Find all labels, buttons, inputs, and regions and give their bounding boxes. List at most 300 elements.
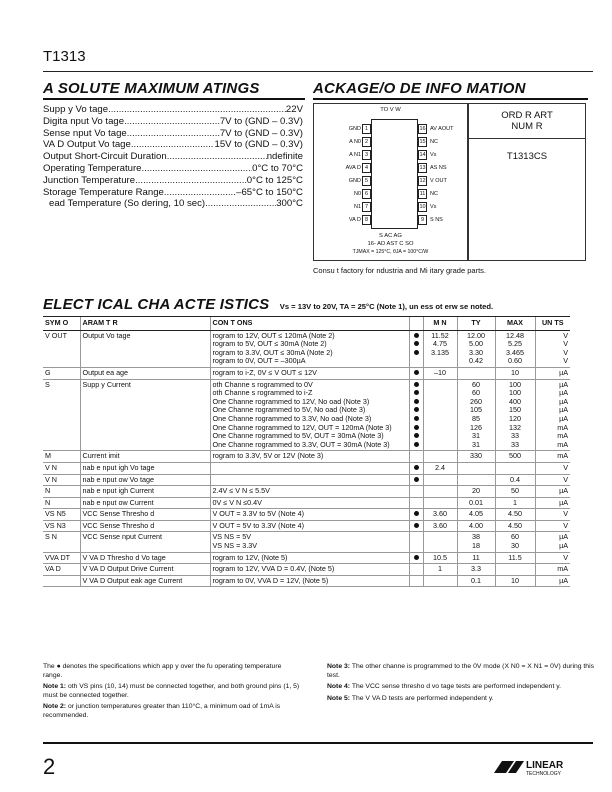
- unit-value: V: [563, 509, 568, 519]
- bullet-icon: [414, 382, 419, 387]
- symbol-text: VS N3: [45, 520, 66, 530]
- unit-cell: [535, 564, 570, 576]
- min-value: [426, 357, 455, 366]
- temp-range-marker: [412, 381, 421, 390]
- max-cell: [495, 552, 535, 564]
- marker-cell: [409, 474, 423, 486]
- min-value: [426, 381, 455, 390]
- package-label-2: 16- AD AST C SO: [367, 241, 414, 247]
- temp-range-marker: [412, 389, 421, 398]
- note-paragraph: [327, 663, 597, 680]
- parameter-text: V VA D Output eak age Current: [82, 575, 183, 585]
- note-paragraph: [43, 663, 301, 680]
- max-value: 30: [511, 541, 519, 551]
- unit-value: V: [563, 356, 568, 366]
- symbol-cell: [43, 379, 80, 451]
- max-value: 33: [511, 439, 519, 449]
- typ-cell: [457, 497, 495, 509]
- condition-cell: [210, 575, 409, 587]
- typ-cell: [457, 330, 495, 367]
- symbol-text: VS N5: [45, 509, 66, 519]
- temp-range-marker: [412, 415, 421, 424]
- max-cell: [495, 474, 535, 486]
- min-value: 11.52: [431, 330, 449, 340]
- notes-left: [43, 663, 301, 724]
- right-pin-name: AV AOUT: [430, 126, 454, 132]
- condition-cell: [210, 520, 409, 532]
- parameter-cell: [80, 330, 210, 367]
- left-pin-number: 8: [362, 215, 371, 225]
- table-header-cell: CON T ONS: [210, 317, 409, 331]
- order-title-2: NUM R: [511, 121, 543, 132]
- typ-value: [460, 476, 493, 485]
- note-text: The ● denotes the specifications which app y over the fu operating temperature range.: [43, 663, 282, 679]
- min-cell: [423, 330, 457, 367]
- unit-value: µA: [559, 575, 568, 585]
- typ-value: 5.00: [469, 339, 483, 349]
- condition-cell: [210, 486, 409, 498]
- marker-cell: [409, 462, 423, 474]
- abs-max-label: ead Temperature (So dering, 10 sec): [49, 198, 206, 210]
- order-title-1: ORD R ART: [501, 110, 553, 121]
- table-header-cell: SYM O: [43, 317, 80, 331]
- symbol-cell: [43, 564, 80, 576]
- condition-text: rogram to 12V, VVA D = 0.4V, (Note 5): [212, 564, 335, 574]
- unit-value: µA: [559, 396, 568, 406]
- temp-range-marker: [412, 533, 421, 542]
- abs-max-value: 300°C: [276, 198, 303, 210]
- marker-cell: [409, 379, 423, 451]
- typ-value: 0.01: [469, 497, 483, 507]
- table-header-cell: ARAM T R: [80, 317, 210, 331]
- typ-cell: [457, 462, 495, 474]
- table-row: [43, 552, 570, 564]
- max-cell: [495, 451, 535, 463]
- max-cell: [495, 575, 535, 587]
- max-cell: [495, 486, 535, 498]
- typ-value: [460, 464, 493, 473]
- table-header-row: [43, 317, 570, 331]
- right-pin-number: 12: [419, 178, 426, 184]
- typ-value: 20: [472, 486, 480, 496]
- abs-max-value: 15V to (GND – 0.3V): [214, 139, 303, 151]
- symbol-text: N: [45, 486, 51, 496]
- typ-cell: [457, 367, 495, 379]
- unit-value: µA: [559, 413, 568, 423]
- max-value: 50: [511, 486, 519, 496]
- typ-value: 330: [470, 451, 482, 461]
- parameter-text: Output ea age: [82, 367, 129, 377]
- right-pin-name: Vs: [430, 204, 437, 210]
- typ-cell: [457, 474, 495, 486]
- symbol-cell: [43, 486, 80, 498]
- typ-cell: [457, 451, 495, 463]
- condition-text: One Channe rogrammed to 5V, No oad (Note 3): [212, 405, 366, 415]
- right-pin-number: 11: [419, 191, 426, 197]
- note-text: The VCC sense thresho d vo tage tests are performed independent y.: [351, 683, 561, 691]
- typ-cell: [457, 379, 495, 451]
- max-cell: [495, 379, 535, 451]
- bullet-icon: [414, 333, 419, 338]
- parameter-cell: [80, 520, 210, 532]
- symbol-cell: [43, 520, 80, 532]
- parameter-text: VCC Sense nput Current: [82, 532, 163, 542]
- leader-dots: [141, 163, 252, 175]
- package-section-title: [313, 80, 588, 100]
- right-pin-number: 14: [419, 152, 426, 158]
- parameter-text: nab e nput ow Current: [82, 497, 154, 507]
- consult-note: Consu t factory for ndustria and Mi itary grade parts.: [313, 266, 486, 275]
- max-value: 10: [511, 575, 519, 585]
- min-cell: [423, 451, 457, 463]
- min-value: [426, 487, 455, 496]
- min-value: [426, 424, 455, 433]
- abs-max-row: [43, 128, 303, 140]
- min-value: [426, 389, 455, 398]
- symbol-text: G: [45, 367, 51, 377]
- max-value: 4.50: [508, 509, 522, 519]
- note-paragraph: [43, 703, 301, 720]
- typ-value: 260: [470, 396, 482, 406]
- unit-value: µA: [559, 379, 568, 389]
- unit-cell: [535, 552, 570, 564]
- table-row: [43, 575, 570, 587]
- typ-value: 4.05: [469, 509, 483, 519]
- parameter-cell: [80, 486, 210, 498]
- condition-cell: [210, 379, 409, 451]
- unit-value: µA: [559, 367, 568, 377]
- right-pin-name: NC: [430, 191, 438, 197]
- typ-cell: [457, 575, 495, 587]
- max-value: 0.60: [508, 356, 522, 366]
- typ-cell: [457, 552, 495, 564]
- condition-text: 2.4V ≤ V N ≤ 5.5V: [212, 486, 270, 496]
- leader-dots: [124, 116, 220, 128]
- table-row: [43, 520, 570, 532]
- unit-cell: [535, 379, 570, 451]
- min-cell: [423, 474, 457, 486]
- condition-text: rogram to 3.3V, OUT ≤ 30mA (Note 2): [212, 347, 333, 357]
- max-value: 500: [509, 451, 521, 461]
- condition-cell: [210, 532, 409, 552]
- table-header-cell: [409, 317, 423, 331]
- symbol-cell: [43, 367, 80, 379]
- unit-value: mA: [557, 422, 568, 432]
- parameter-text: V VA D Thresho d Vo tage: [82, 552, 166, 562]
- temp-range-marker: [412, 499, 421, 508]
- abs-max-list: [43, 104, 303, 210]
- bullet-icon: [414, 399, 419, 404]
- elec-title: ELECT ICAL CHA ACTE ISTICS: [43, 296, 270, 313]
- marker-cell: [409, 330, 423, 367]
- symbol-cell: [43, 532, 80, 552]
- max-value: 4.50: [508, 520, 522, 530]
- parameter-text: Output Vo tage: [82, 330, 131, 340]
- note-text: or junction temperatures greater than 110°C, a minimum oad of 1mA is recommended.: [43, 703, 281, 719]
- unit-cell: [535, 509, 570, 521]
- note-text: The V VA D tests are performed independent y.: [351, 694, 494, 702]
- leader-dots: [127, 128, 220, 140]
- bullet-icon: [414, 416, 419, 421]
- unit-value: µA: [559, 541, 568, 551]
- left-pin-name: A N1: [349, 152, 361, 158]
- typ-value: 0.42: [469, 356, 483, 366]
- abs-max-label: Operating Temperature: [43, 162, 142, 174]
- unit-value: V: [563, 474, 568, 484]
- marker-cell: [409, 520, 423, 532]
- min-cell: [423, 532, 457, 552]
- condition-cell: [210, 474, 409, 486]
- package-label-3: TJMAX = 125°C, θJA = 100°C/W: [352, 249, 429, 255]
- typ-cell: [457, 520, 495, 532]
- unit-cell: [535, 462, 570, 474]
- marker-cell: [409, 497, 423, 509]
- bullet-icon: [414, 511, 419, 516]
- condition-cell: [210, 367, 409, 379]
- unit-cell: [535, 451, 570, 463]
- left-pin-number: 3: [362, 150, 371, 160]
- bullet-icon: [414, 465, 419, 470]
- condition-text: VS NS = 3.3V: [212, 541, 258, 551]
- min-value: 3.60: [433, 509, 447, 519]
- bullet-icon: [414, 442, 419, 447]
- min-cell: [423, 462, 457, 474]
- abs-max-value: 7V to (GND – 0.3V): [219, 127, 303, 139]
- right-pin-name: AS NS: [430, 165, 447, 171]
- abs-max-value: –65°C to 150°C: [236, 186, 303, 198]
- bullet-icon: [414, 390, 419, 395]
- leader-dots: [167, 151, 267, 163]
- right-pin-number: 9: [418, 215, 427, 225]
- symbol-text: S N: [45, 532, 57, 542]
- parameter-cell: [80, 552, 210, 564]
- condition-text: One Channe rogrammed to 12V, No oad (Note 3): [212, 396, 370, 406]
- symbol-cell: [43, 575, 80, 587]
- temp-range-marker: [412, 464, 421, 473]
- abs-max-row: [43, 139, 303, 151]
- order-part-number: T1313CS: [469, 138, 585, 162]
- svg-text:TECHNOLOGY: TECHNOLOGY: [526, 771, 562, 777]
- elec-conditions: Vs = 13V to 20V, TA = 25°C (Note 1), un ess ot erw se noted.: [279, 302, 494, 311]
- min-cell: [423, 379, 457, 451]
- page-number: 2: [43, 754, 56, 779]
- bullet-icon: [414, 407, 419, 412]
- abs-max-value: 0°C to 125°C: [246, 174, 303, 186]
- marker-cell: [409, 552, 423, 564]
- abs-max-row: [43, 198, 303, 210]
- condition-text: V OUT = 3.3V to 5V (Note 4): [212, 509, 305, 519]
- unit-value: V: [563, 552, 568, 562]
- typ-cell: [457, 509, 495, 521]
- temp-range-marker: [412, 357, 421, 366]
- table-row: [43, 379, 570, 451]
- unit-cell: [535, 474, 570, 486]
- footer-rule: [43, 742, 593, 744]
- parameter-cell: [80, 509, 210, 521]
- table-header-cell: MAX: [495, 317, 535, 331]
- left-pin-number: 1: [362, 124, 371, 134]
- parameter-text: nab e nput igh Vo tage: [82, 462, 155, 472]
- right-pin-number: 10: [419, 204, 426, 210]
- temp-range-marker: [412, 332, 421, 341]
- typ-value: [460, 369, 493, 378]
- symbol-text: V OUT: [45, 330, 67, 340]
- abs-max-value: 0°C to 70°C: [252, 162, 303, 174]
- max-value: 5.25: [508, 339, 522, 349]
- unit-cell: [535, 367, 570, 379]
- parameter-cell: [80, 367, 210, 379]
- marker-cell: [409, 564, 423, 576]
- note-heading: Note 1:: [43, 683, 67, 691]
- symbol-text: VVA DT: [45, 552, 71, 562]
- leader-dots: [164, 187, 236, 199]
- unit-value: mA: [557, 564, 568, 574]
- left-pin-name: GND: [348, 126, 361, 132]
- right-pin-name: S NS: [430, 217, 443, 223]
- leader-dots: [205, 198, 276, 210]
- condition-cell: [210, 509, 409, 521]
- left-pin-name: VA D: [348, 217, 361, 223]
- parameter-text: Current imit: [82, 451, 120, 461]
- note-heading: Note 4:: [327, 683, 351, 691]
- temp-range-marker: [412, 340, 421, 349]
- abs-max-value: 22V: [285, 104, 303, 115]
- marker-cell: [409, 486, 423, 498]
- max-cell: [495, 497, 535, 509]
- left-pin-name: N0: [353, 191, 361, 197]
- min-cell: [423, 509, 457, 521]
- abs-max-label: Digita nput Vo tage: [43, 115, 125, 127]
- typ-value: 31: [472, 431, 480, 441]
- condition-cell: [210, 451, 409, 463]
- table-header-cell: TY: [457, 317, 495, 331]
- abs-max-row: [43, 104, 303, 116]
- max-cell: [495, 367, 535, 379]
- table-row: [43, 462, 570, 474]
- symbol-cell: [43, 451, 80, 463]
- typ-value: 11: [472, 552, 480, 562]
- abs-max-label: Storage Temperature Range: [43, 186, 164, 198]
- max-cell: [495, 520, 535, 532]
- right-pin-name: NC: [430, 139, 438, 145]
- max-cell: [495, 532, 535, 552]
- typ-value: 126: [470, 422, 482, 432]
- min-cell: [423, 367, 457, 379]
- marker-cell: [409, 532, 423, 552]
- abs-max-value: ndefinite: [266, 151, 303, 163]
- max-value: 33: [511, 431, 519, 441]
- unit-cell: [535, 486, 570, 498]
- abs-max-row: [43, 175, 303, 187]
- bullet-icon: [414, 370, 419, 375]
- right-pin-number: 13: [419, 165, 426, 171]
- abs-max-row: [43, 116, 303, 128]
- temp-range-marker: [412, 369, 421, 378]
- table-row: [43, 486, 570, 498]
- max-value: 1: [513, 497, 517, 507]
- parameter-cell: [80, 532, 210, 552]
- table-row: [43, 451, 570, 463]
- left-pin-name: GND: [348, 178, 361, 184]
- max-value: 400: [509, 396, 521, 406]
- unit-value: mA: [557, 451, 568, 461]
- min-value: 3.60: [433, 520, 447, 530]
- max-value: [498, 464, 533, 473]
- left-pin-name: N1: [353, 204, 361, 210]
- condition-text: rogram to 12V, (Note 5): [212, 552, 288, 562]
- left-pin-number: 7: [362, 202, 371, 212]
- table-row: [43, 532, 570, 552]
- elec-section-heading: [43, 296, 593, 314]
- table-row: [43, 564, 570, 576]
- note-text: The other channe is programmed to the 0V mode (X N0 = X N1 = 0V) during this test.: [327, 663, 594, 679]
- parameter-cell: [80, 474, 210, 486]
- leader-dots: [108, 104, 286, 116]
- min-value: [426, 499, 455, 508]
- parameter-text: V VA D Output Drive Current: [82, 564, 174, 574]
- typ-value: 31: [472, 439, 480, 449]
- leader-dots: [135, 175, 247, 187]
- max-value: 120: [509, 413, 521, 423]
- min-cell: [423, 486, 457, 498]
- unit-value: mA: [557, 439, 568, 449]
- symbol-text: V N: [45, 462, 57, 472]
- max-value: 60: [511, 532, 519, 542]
- parameter-text: nab e nput ow Vo tage: [82, 474, 155, 484]
- typ-cell: [457, 564, 495, 576]
- table-row: [43, 497, 570, 509]
- unit-value: µA: [559, 532, 568, 542]
- note-text: oth VS pins (10, 14) must be connected together, and both ground pins (1, 5) must be connected together.: [43, 683, 300, 699]
- max-cell: [495, 462, 535, 474]
- min-value: [426, 406, 455, 415]
- parameter-cell: [80, 451, 210, 463]
- symbol-text: N: [45, 497, 51, 507]
- marker-cell: [409, 367, 423, 379]
- right-pin-name: Vs: [430, 152, 437, 158]
- typ-value: 85: [472, 413, 480, 423]
- unit-value: V: [563, 462, 568, 472]
- max-value: 0.4: [510, 474, 520, 484]
- max-value: 12.48: [506, 330, 524, 340]
- min-value: 3.135: [431, 347, 449, 357]
- condition-cell: [210, 552, 409, 564]
- typ-value: 38: [472, 532, 480, 542]
- temp-range-marker: [412, 577, 421, 586]
- min-value: [426, 577, 455, 586]
- table-header-cell: UN TS: [535, 317, 570, 331]
- bullet-icon: [414, 341, 419, 346]
- min-value: 1: [438, 564, 442, 574]
- temp-range-marker: [412, 554, 421, 563]
- condition-text: rogram to 0V, VVA D = 12V, (Note 5): [212, 575, 329, 585]
- left-pin-number: 6: [362, 189, 371, 199]
- max-cell: [495, 330, 535, 367]
- max-cell: [495, 509, 535, 521]
- parameter-text: Supp y Current: [82, 379, 131, 389]
- package-title-text: ACKAGE/O DE INFO MATION: [313, 80, 526, 97]
- temp-range-marker: [412, 406, 421, 415]
- condition-text: VS NS = 5V: [212, 532, 252, 542]
- parameter-cell: [80, 575, 210, 587]
- min-value: [426, 432, 455, 441]
- temp-range-marker: [412, 432, 421, 441]
- note-paragraph: [43, 683, 301, 700]
- note-heading: Note 5:: [327, 694, 351, 702]
- marker-cell: [409, 451, 423, 463]
- left-pin-number: 2: [362, 137, 371, 147]
- typ-cell: [457, 532, 495, 552]
